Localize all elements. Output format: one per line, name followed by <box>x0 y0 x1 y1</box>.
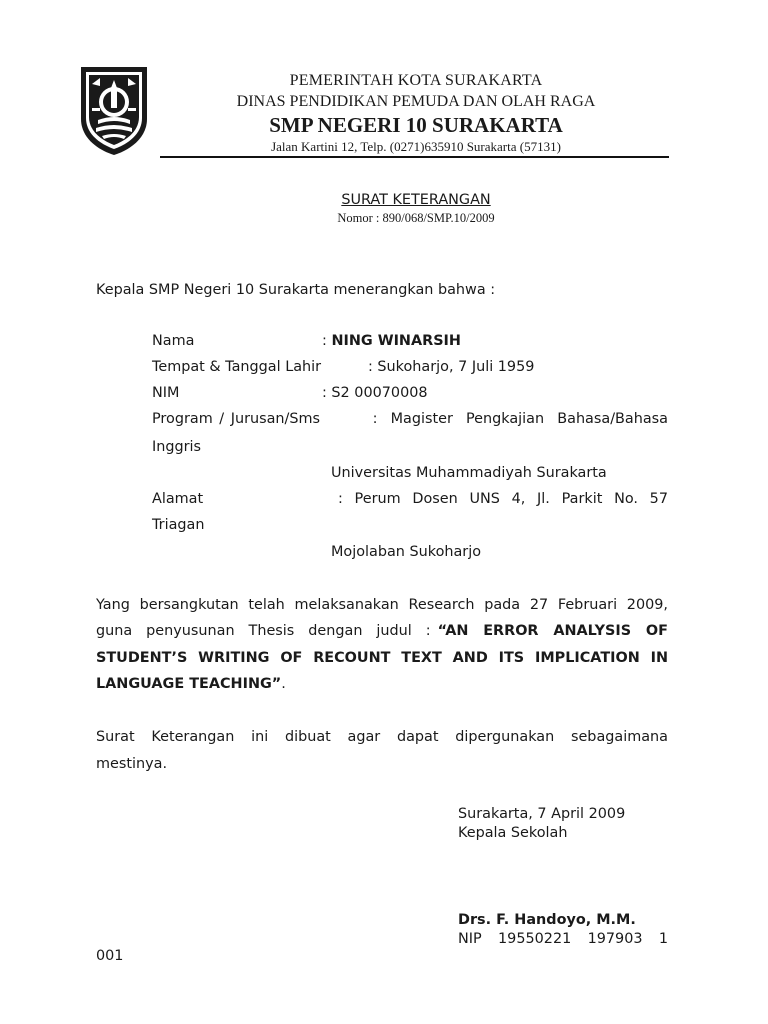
field-ttl-label: Tempat & Tanggal Lahir <box>152 359 322 375</box>
field-ttl-value: : Sukoharjo, 7 Juli 1959 <box>368 359 535 375</box>
signature-nip: NIP 19550221 197903 1 <box>458 931 668 947</box>
signature-place-date: Surakarta, 7 April 2009 <box>458 806 626 822</box>
field-program-line: Program / Jurusan/Sms : Magister Pengkajian Bahasa/Bahasa <box>152 411 668 427</box>
document-title-text: SURAT KETERANGAN <box>341 192 491 208</box>
field-nama-value: : NING WINARSIH <box>322 333 461 349</box>
document-number: Nomor : 890/068/SMP.10/2009 <box>337 211 495 225</box>
thesis-title-part-1: “AN ERROR ANALYSIS OF <box>437 623 668 639</box>
letterhead-department: DINAS PENDIDIKAN PEMUDA DAN OLAH RAGA <box>236 93 596 110</box>
field-nama-label: Nama <box>152 333 195 349</box>
field-alamat-city: Mojolaban Sukoharjo <box>331 544 482 560</box>
signature-name: Drs. F. Handoyo, M.M. <box>458 912 636 928</box>
letterhead-government: PEMERINTAH KOTA SURAKARTA <box>289 72 543 89</box>
field-nim-label: NIM <box>152 385 180 401</box>
letterhead-divider <box>160 156 669 158</box>
field-program-university: Universitas Muhammadiyah Surakarta <box>331 465 607 481</box>
signature-nip-continuation: 001 <box>96 948 124 964</box>
intro-statement: Kepala SMP Negeri 10 Surakarta menerangkan bahwa : <box>96 282 496 298</box>
paragraph-research-line-4 <box>96 671 286 697</box>
field-alamat-continuation: Triagan <box>152 517 205 533</box>
signature-position: Kepala Sekolah <box>458 825 568 841</box>
student-name: NING WINARSIH <box>331 333 461 349</box>
paragraph-closing-line-2: mestinya. <box>96 756 168 772</box>
paragraph-closing-line-1: Surat Keterangan ini dibuat agar dapat dipergunakan sebagaimana <box>96 729 668 745</box>
field-nim-value: : S2 00070008 <box>322 385 428 401</box>
thesis-title-period: . <box>281 676 286 692</box>
paragraph-research-line-1: Yang bersangkutan telah melaksanakan Research pada 27 Februari 2009, <box>96 597 668 613</box>
paragraph-research-line-2 <box>96 618 668 644</box>
field-alamat-line: Alamat : Perum Dosen UNS 4, Jl. Parkit No. 57 <box>152 491 668 507</box>
document-title <box>160 192 672 208</box>
letterhead-address: Jalan Kartini 12, Telp. (0271)635910 Surakarta (57131) <box>271 139 561 154</box>
letterhead-school-name: SMP NEGERI 10 SURAKARTA <box>269 113 563 137</box>
thesis-intro-text: guna penyusunan Thesis dengan judul : <box>96 623 431 639</box>
thesis-title-part-2: STUDENT’S WRITING OF RECOUNT TEXT AND ITS IMPLICATION IN <box>96 650 668 666</box>
field-program-continuation: Inggris <box>152 439 202 455</box>
city-coat-of-arms-icon <box>78 64 150 157</box>
thesis-title-part-3: LANGUAGE TEACHING” <box>96 676 282 692</box>
